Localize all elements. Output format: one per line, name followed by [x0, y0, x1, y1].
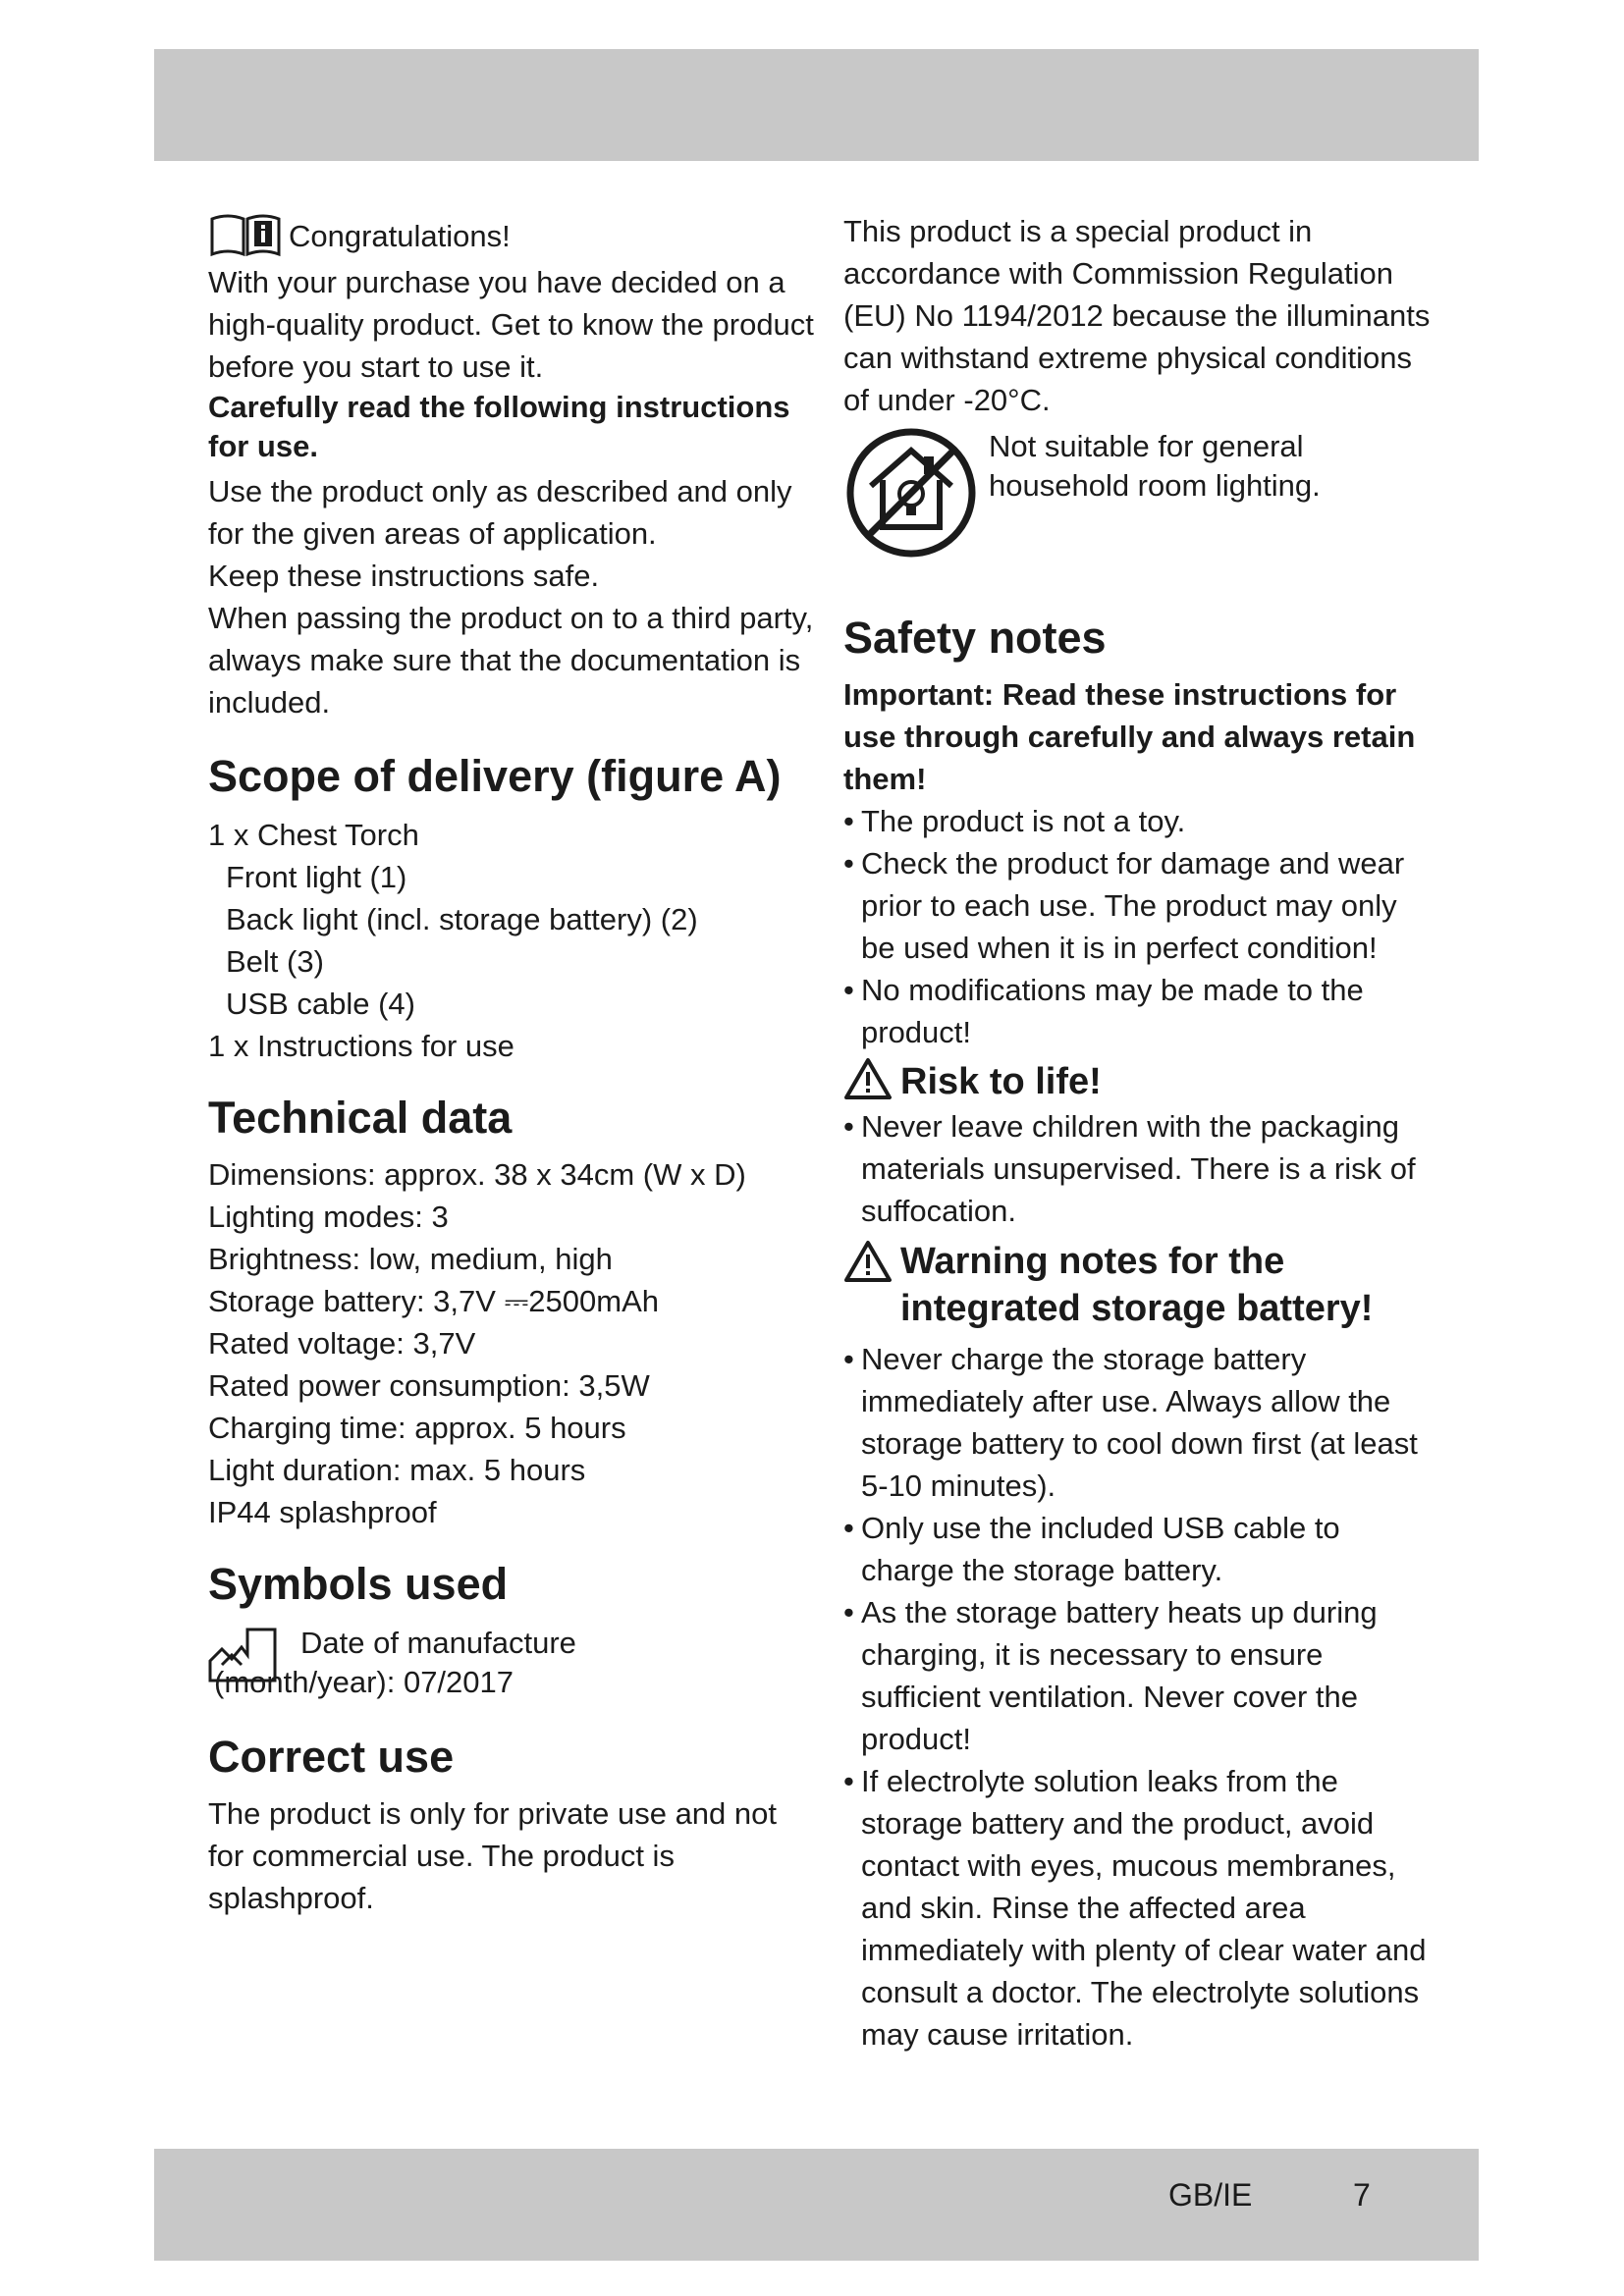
battery-heading-row: [843, 1238, 1433, 1332]
tech-item: Storage battery: 3,7V ⎓2500mAh: [208, 1284, 660, 1318]
tech-list: [208, 1153, 817, 1533]
keep-safe-text: Keep these instructions safe.: [208, 559, 600, 593]
warning-triangle-icon: [843, 1240, 893, 1288]
left-column: [208, 212, 817, 1919]
risk-heading: Risk to life!: [900, 1060, 1102, 1102]
page-number: 7: [1353, 2177, 1371, 2213]
right-column: [843, 210, 1433, 2056]
list-item: • Never charge the storage battery immediately after use. Always allow the storage battery to cool down first (at least 5-10 minutes).: [843, 1342, 1418, 1503]
not-suitable-text: Not suitable for general household room lighting.: [989, 429, 1321, 503]
congrats-text: Congratulations!: [289, 219, 511, 253]
tech-item: Charging time: approx. 5 hours: [208, 1411, 626, 1445]
list-item: • Check the product for damage and wear prior to each use. The product may only be used when it is in perfect condition!: [843, 846, 1405, 965]
symbol-date-label: Date of manufacture: [300, 1626, 576, 1660]
battery-list: [843, 1338, 1433, 2056]
symbols-heading: Symbols used: [208, 1559, 509, 1609]
passing-text: When passing the product on to a third party, always make sure that the documentation is included.: [208, 601, 814, 720]
list-item: • If electrolyte solution leaks from the storage battery and the product, avoid contact with eyes, mucous membranes, and skin. Rinse the affected area immediately with plenty of clear water and consult a doctor. The electrolyte solutions may cause irritation.: [843, 1764, 1427, 2052]
scope-heading: Scope of delivery (figure A): [208, 751, 782, 801]
safety-heading: Safety notes: [843, 613, 1107, 663]
symbol-date-value: (month/year): 07/2017: [214, 1665, 514, 1699]
tech-item: Brightness: low, medium, high: [208, 1242, 613, 1276]
footer-band: [154, 2149, 1479, 2261]
no-household-lighting-icon: [843, 425, 979, 565]
not-suitable-block: [843, 425, 1433, 565]
scope-item: 1 x Instructions for use: [208, 1029, 514, 1063]
tech-item: Rated power consumption: 3,5W: [208, 1368, 650, 1403]
special-product-text: This product is a special product in accordance with Commission Regulation (EU) No 1194/2012 because the illuminants can withstand extreme physical conditions of under -20°C.: [843, 214, 1431, 417]
list-item: • As the storage battery heats up during charging, it is necessary to ensure sufficient ventilation. Never cover the product!: [843, 1595, 1378, 1756]
scope-item: Front light (1): [226, 860, 407, 894]
list-item: • Never leave children with the packaging materials unsupervised. There is a risk of suffocation.: [843, 1109, 1416, 1228]
list-item: • The product is not a toy.: [843, 804, 1186, 838]
use-only-text: Use the product only as described and only for the given areas of application.: [208, 474, 792, 551]
read-instructions-text: Carefully read the following instructions for use.: [208, 390, 790, 463]
safety-list: [843, 800, 1433, 1053]
scope-item: Belt (3): [226, 944, 324, 979]
correct-use-text: The product is only for private use and not for commercial use. The product is splashproof.: [208, 1796, 777, 1915]
scope-item: USB cable (4): [226, 987, 415, 1021]
tech-item: IP44 splashproof: [208, 1495, 437, 1529]
scope-item: Back light (incl. storage battery) (2): [226, 902, 698, 936]
symbol-date-block: [208, 1622, 817, 1706]
tech-item: Rated voltage: 3,7V: [208, 1326, 476, 1361]
scope-item: 1 x Chest Torch: [208, 818, 419, 852]
warning-triangle-icon: [843, 1057, 893, 1105]
list-item: • No modifications may be made to the product!: [843, 973, 1364, 1049]
tech-item: Light duration: max. 5 hours: [208, 1453, 586, 1487]
footer-language: GB/IE: [1168, 2177, 1253, 2213]
risk-heading-row: [843, 1057, 1433, 1105]
intro-text: With your purchase you have decided on a high-quality product. Get to know the product before you start to use it.: [208, 265, 814, 384]
list-item: • Only use the included USB cable to charge the storage battery.: [843, 1511, 1340, 1587]
battery-heading: Warning notes for the integrated storage battery!: [900, 1241, 1374, 1329]
important-text: Important: Read these instructions for use through carefully and always retain them!: [843, 677, 1416, 796]
correct-use-heading: Correct use: [208, 1732, 455, 1782]
tech-heading: Technical data: [208, 1093, 513, 1143]
scope-list: [208, 814, 817, 1067]
risk-list: [843, 1105, 1433, 1232]
header-band: [154, 49, 1479, 161]
congrats-line: [208, 212, 817, 261]
tech-item: Lighting modes: 3: [208, 1200, 449, 1234]
tech-item: Dimensions: approx. 38 x 34cm (W x D): [208, 1157, 746, 1192]
read-instructions-icon: [208, 211, 283, 263]
